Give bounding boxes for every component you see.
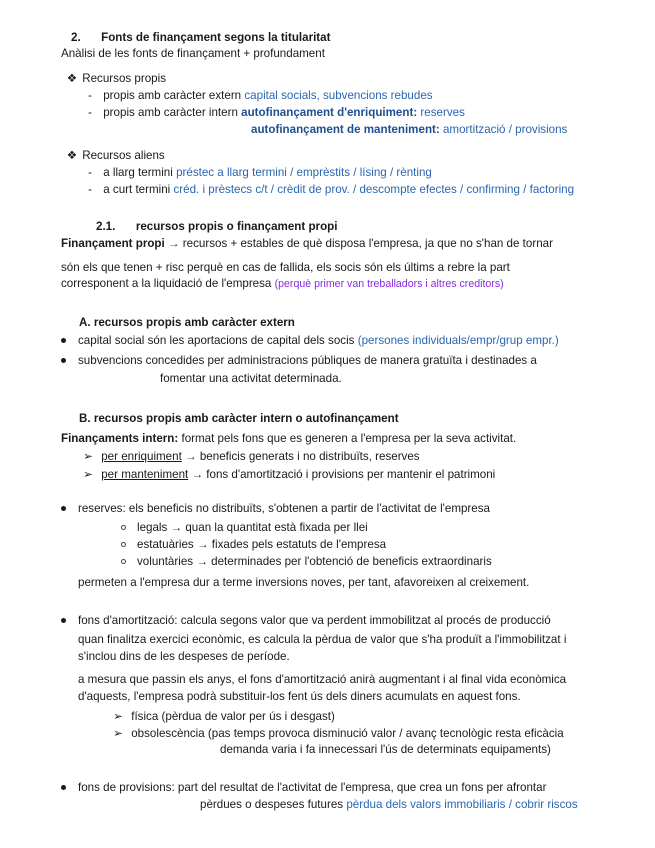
provisions-line-2: pèrdues o despeses futures pèrdua dels valors immobiliaris / cobrir riscos <box>200 798 578 811</box>
section-2-1-heading <box>96 219 337 234</box>
section-2-1-number: 2.1. <box>96 220 116 233</box>
hollow-bullet-icon <box>121 525 126 530</box>
provisions-note: pèrdua dels valors immobiliaris / cobrir riscos <box>346 798 578 811</box>
section-a-heading: A. recursos propis amb caràcter extern <box>79 316 295 329</box>
arrow-icon: → <box>185 450 197 463</box>
amortitzacio-line-1: fons d'amortització: calcula segons valor que va perdent immobilitzat al procés de producció <box>78 614 551 627</box>
dash-bullet-icon: - <box>88 183 92 196</box>
risc-paragraph-note: (perquè primer van treballadors i altres creditors) <box>274 278 504 290</box>
dash-bullet-icon: - <box>88 89 92 102</box>
depreciacio-obsolescencia: ➢ obsolescència (pas temps provoca disminució valor / avanç tecnològic resta eficàcia <box>108 726 564 741</box>
auto-manteniment-label: autofinançament de manteniment: <box>251 123 440 136</box>
dash-bullet-icon: - <box>88 106 92 119</box>
bullet-icon <box>61 338 66 343</box>
bullet-icon <box>61 618 66 623</box>
arrowhead-bullet-icon: ➢ <box>83 450 93 463</box>
diamond-bullet-icon: ❖ <box>66 149 78 162</box>
propis-extern-note: capital socials, subvencions rebudes <box>244 89 433 102</box>
depreciacio-obsolescencia-cont: demanda varia i fa innecessari l'ús de determinats equipaments) <box>220 743 551 756</box>
auto-manteniment-line <box>251 122 567 137</box>
auto-enriquiment-label: autofinançament d'enriquiment: <box>241 106 418 119</box>
reserves-conclusion: permeten a l'empresa dur a terme inversions noves, per tant, afavoreixen al creixement. <box>78 576 530 589</box>
section-b-heading: B. recursos propis amb caràcter intern o autofinançament <box>79 412 399 425</box>
risc-paragraph-line-1: són els que tenen + risc perquè en cas de fallida, els socis són els últims a rebre la part <box>61 261 510 274</box>
per-manteniment-item: ➢ per manteniment → fons d'amortització i provisions per mantenir el patrimoni <box>78 467 495 482</box>
subvencions-item-line-1: subvencions concedides per administracions públiques de manera gratuïta i destinades a <box>78 354 537 367</box>
arrowhead-bullet-icon: ➢ <box>113 727 123 740</box>
subvencions-item-line-2: fomentar una activitat determinada. <box>160 372 342 385</box>
reserves-item: reserves: els beneficis no distribuïts, s'obtenen a partir de l'activitat de l'empresa <box>78 502 490 515</box>
arrow-icon: → <box>196 538 209 551</box>
propis-intern-line: - propis amb caràcter intern autofinançament d'enriquiment: reserves <box>80 105 465 120</box>
reserves-estatuaries: estatuàries → fixades pels estatuts de l'empresa <box>137 538 387 551</box>
arrow-icon: → <box>196 555 208 568</box>
section-2-heading <box>71 30 330 45</box>
hollow-bullet-icon <box>121 542 126 547</box>
financament-propi-definition: Finançament propi → recursos + estables de què disposa l'empresa, ja que no s'han de tornar <box>61 237 553 250</box>
auto-enriquiment-note: reserves <box>420 106 465 119</box>
aliens-curt-note: créd. i prèstecs c/t / crèdit de prov. / descompte efectes / confirming / factoring <box>173 183 575 196</box>
aliens-llarg-line: - a llarg termini préstec a llarg termini / emprèstits / lísing / rènting <box>80 165 432 180</box>
arrow-icon: → <box>167 237 180 250</box>
arrow-icon: → <box>191 468 204 481</box>
reserves-legals: legals → quan la quantitat està fixada per llei <box>137 521 368 534</box>
aliens-curt-line: - a curt termini créd. i prèstecs c/t / crèdit de prov. / descompte efectes / confirming / factoring <box>80 182 574 197</box>
section-2-subtitle: Anàlisi de les fonts de finançament + profundament <box>61 47 325 60</box>
amortitzacio-line-4: a mesura que passin els anys, el fons d'amortització anirà augmentant i al final vida econòmica <box>78 673 567 686</box>
auto-manteniment-note: amortització / provisions <box>442 123 568 136</box>
aliens-heading: ❖ Recursos aliens <box>66 149 165 162</box>
bullet-icon <box>61 506 66 511</box>
propis-extern-line: - propis amb caràcter extern capital socials, subvencions rebudes <box>80 88 433 103</box>
section-2-title: Fonts de finançament segons la titularitat <box>101 31 331 44</box>
bullet-icon <box>61 358 66 363</box>
arrowhead-bullet-icon: ➢ <box>113 710 123 723</box>
bullet-icon <box>61 785 66 790</box>
reserves-voluntaries: voluntàries → determinades per l'obtenció de beneficis extraordinaris <box>137 555 492 568</box>
hollow-bullet-icon <box>121 559 126 564</box>
capital-social-item: capital social són les aportacions de capital dels socis (persones individuals/empr/grup empr.) <box>78 334 559 347</box>
financament-intern-definition: Finançaments intern: format pels fons que es generen a l'empresa per la seva activitat. <box>61 432 517 445</box>
arrow-icon: → <box>170 521 183 534</box>
depreciacio-fisica: ➢ física (pèrdua de valor per ús i desgast) <box>108 709 335 724</box>
risc-paragraph-line-2: corresponent a la liquidació de l'empresa (perquè primer van treballadors i altres creditors) <box>61 277 504 290</box>
aliens-llarg-note: préstec a llarg termini / emprèstits / lísing / rènting <box>176 166 432 179</box>
arrowhead-bullet-icon: ➢ <box>83 468 93 481</box>
amortitzacio-line-2: quan finalitza exercici econòmic, es calcula la pèrdua de valor que s'ha produït a l'immobilitzat i <box>78 633 567 646</box>
capital-social-note: (persones individuals/empr/grup empr.) <box>357 334 559 347</box>
dash-bullet-icon: - <box>88 166 92 179</box>
per-enriquiment-item: ➢ per enriquiment → beneficis generats i no distribuïts, reserves <box>78 449 420 464</box>
propis-heading: ❖ Recursos propis <box>66 72 167 85</box>
amortitzacio-line-3: s'inclou dins de les despeses de període. <box>78 650 290 663</box>
section-2-number: 2. <box>71 31 81 44</box>
diamond-bullet-icon: ❖ <box>66 72 78 85</box>
section-2-1-title: recursos propis o finançament propi <box>135 220 338 233</box>
provisions-line-1: fons de provisions: part del resultat de l'activitat de l'empresa, que crea un fons per afrontar <box>78 781 547 794</box>
amortitzacio-line-5: d'aquests, l'empresa podrà substituir-los fent ús dels diners acumulats en aquest fons. <box>78 690 521 703</box>
